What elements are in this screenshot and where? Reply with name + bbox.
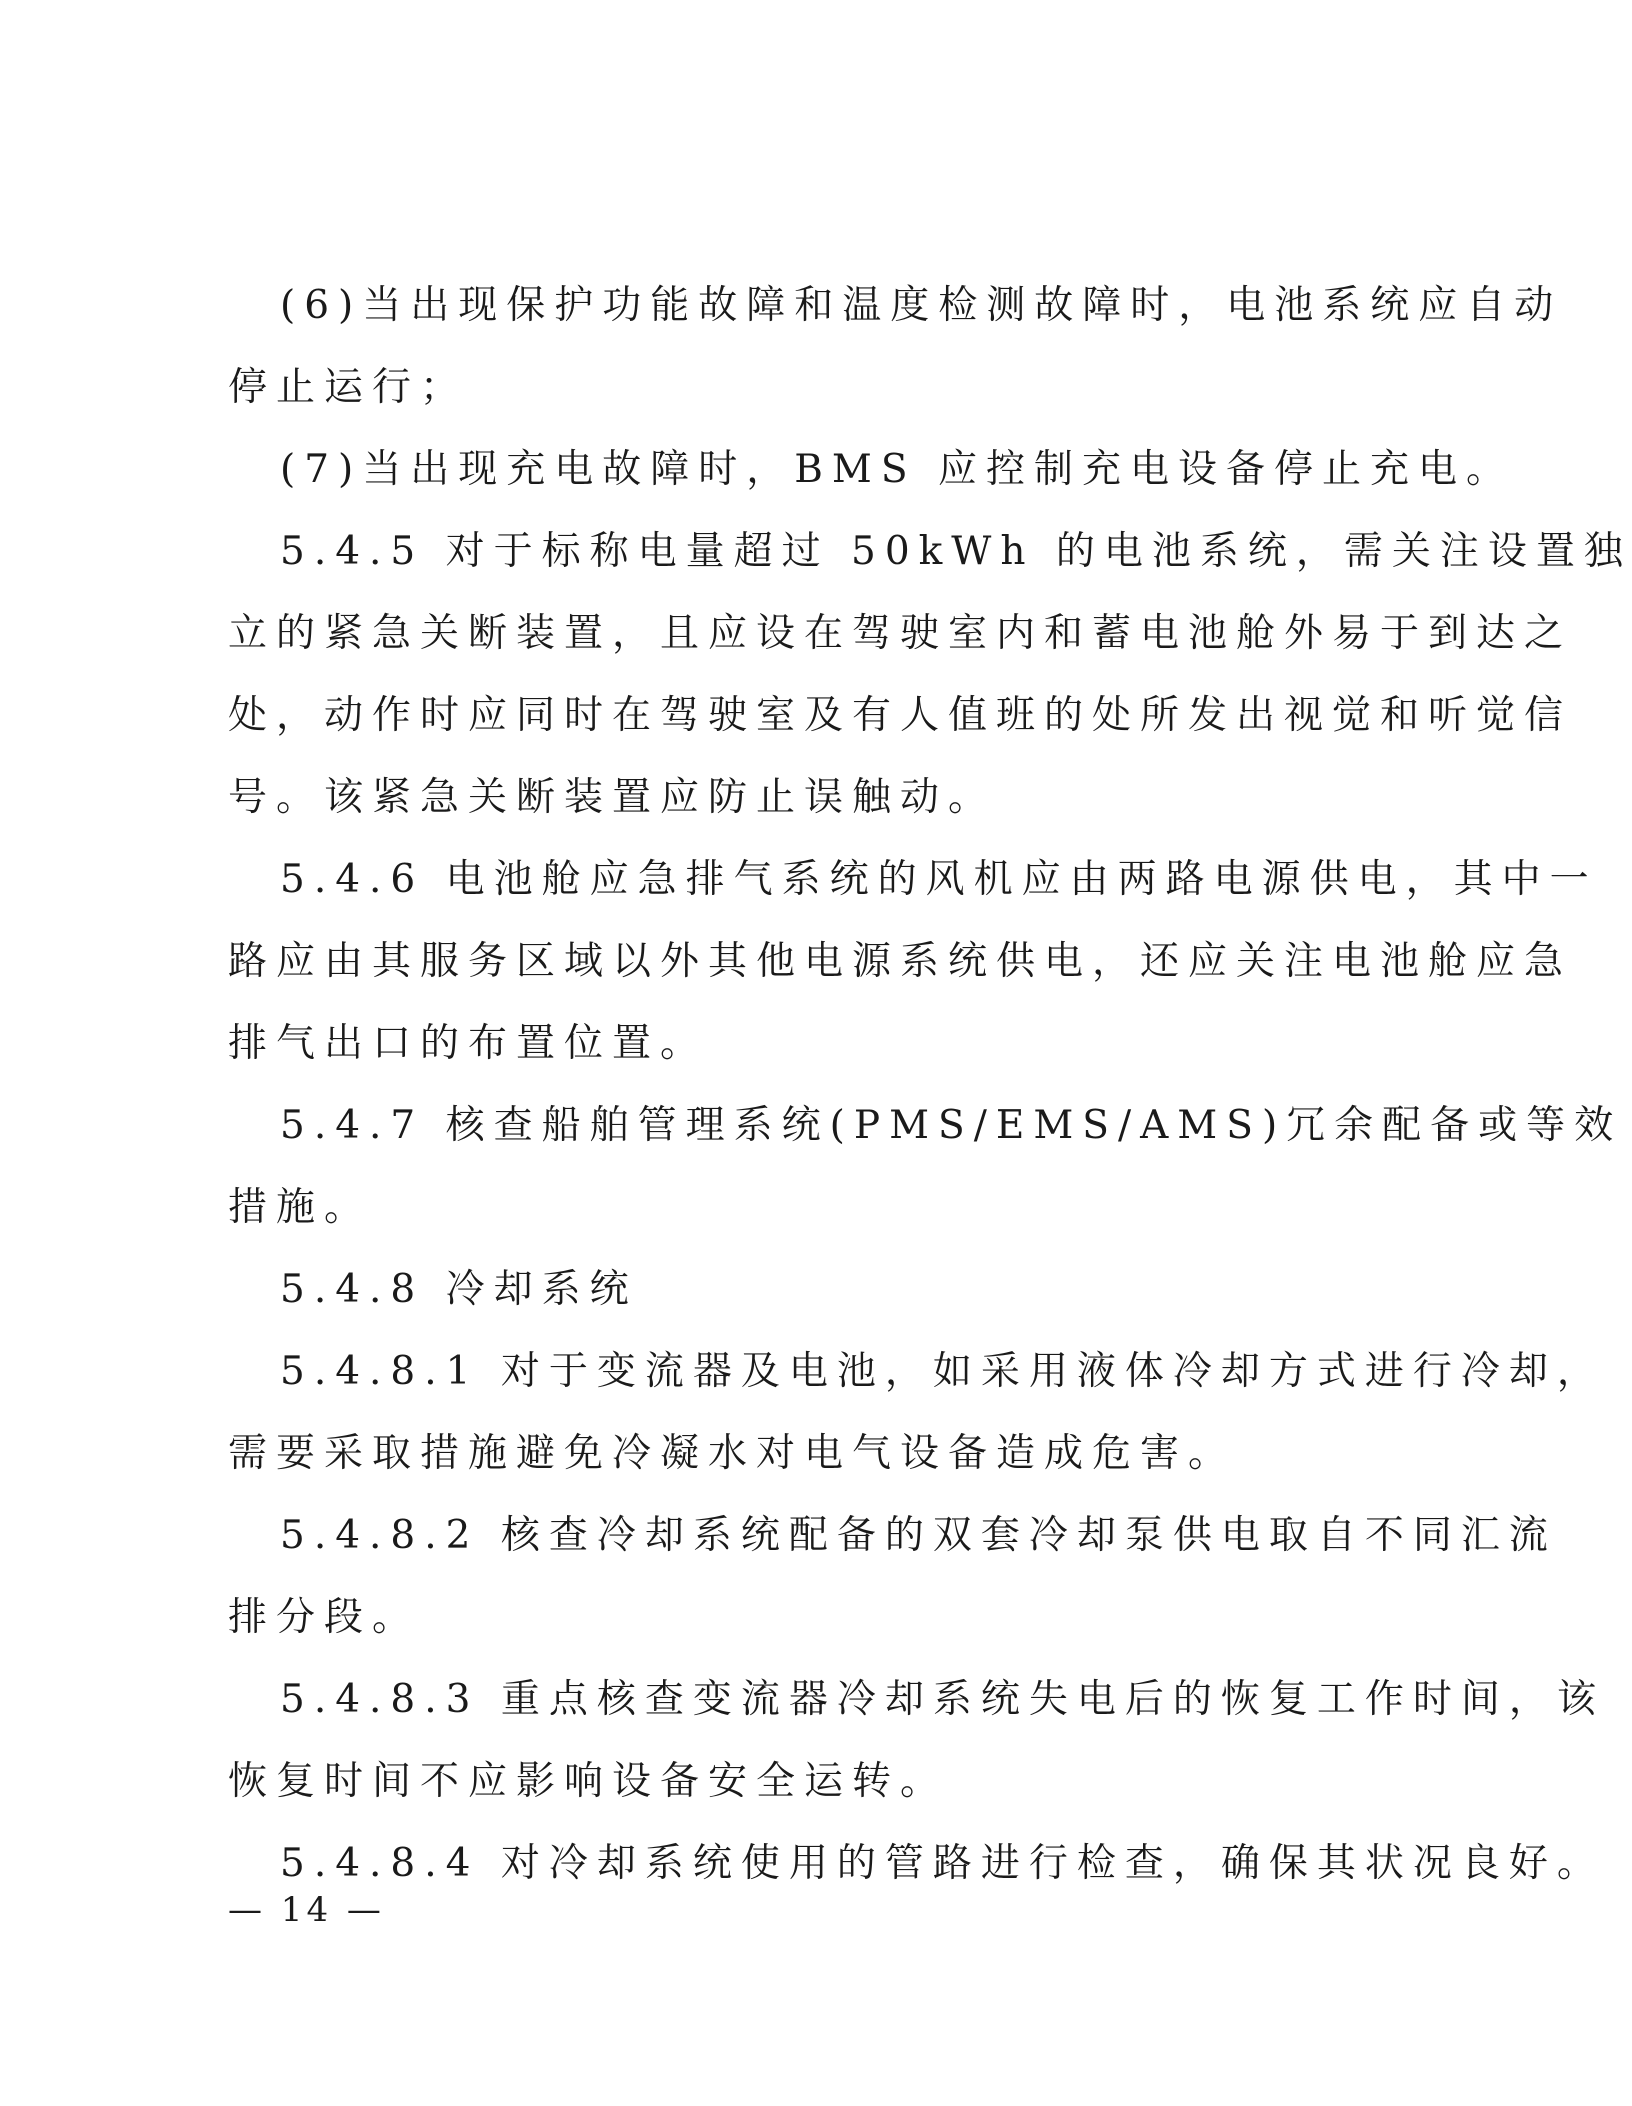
text-line-5: 立的紧急关断装置，且应设在驾驶室内和蓄电池舱外易于到达之 <box>228 611 1573 656</box>
text-line-2: 停止运行； <box>228 365 469 410</box>
text-line-3: (7)当出现充电故障时，BMS 应控制充电设备停止充电。 <box>280 447 1514 492</box>
text-line-20: 5.4.8.4 对冷却系统使用的管路进行检查，确保其状况良好。 <box>280 1841 1605 1886</box>
text-line-10: 排气出口的布置位置。 <box>228 1021 709 1066</box>
page-number: — 14 — <box>228 1890 385 1930</box>
text-line-12: 措施。 <box>228 1185 373 1230</box>
text-line-18: 5.4.8.3 重点核查变流器冷却系统失电后的恢复工作时间，该 <box>280 1677 1605 1722</box>
text-line-17: 排分段。 <box>228 1595 421 1640</box>
text-line-11: 5.4.7 核查船舶管理系统(PMS/EMS/AMS)冗余配备或等效 <box>280 1103 1623 1148</box>
text-line-6: 处，动作时应同时在驾驶室及有人值班的处所发出视觉和听觉信 <box>228 693 1573 738</box>
text-line-1: (6)当出现保护功能故障和温度检测故障时，电池系统应自动 <box>280 283 1563 328</box>
text-line-8: 5.4.6 电池舱应急排气系统的风机应由两路电源供电，其中一 <box>280 857 1598 902</box>
text-line-19: 恢复时间不应影响设备安全运转。 <box>228 1759 949 1804</box>
section-heading: 5.4.8 冷却系统 <box>280 1267 638 1312</box>
text-line-15: 需要采取措施避免冷凝水对电气设备造成危害。 <box>228 1431 1237 1476</box>
text-line-4: 5.4.5 对于标称电量超过 50kWh 的电池系统，需关注设置独 <box>280 529 1632 574</box>
text-line-9: 路应由其服务区域以外其他电源系统供电，还应关注电池舱应急 <box>228 939 1573 984</box>
text-line-16: 5.4.8.2 核查冷却系统配备的双套冷却泵供电取自不同汇流 <box>280 1513 1557 1558</box>
text-line-14: 5.4.8.1 对于变流器及电池，如采用液体冷却方式进行冷却， <box>280 1349 1605 1394</box>
text-line-7: 号。该紧急关断装置应防止误触动。 <box>228 775 997 820</box>
